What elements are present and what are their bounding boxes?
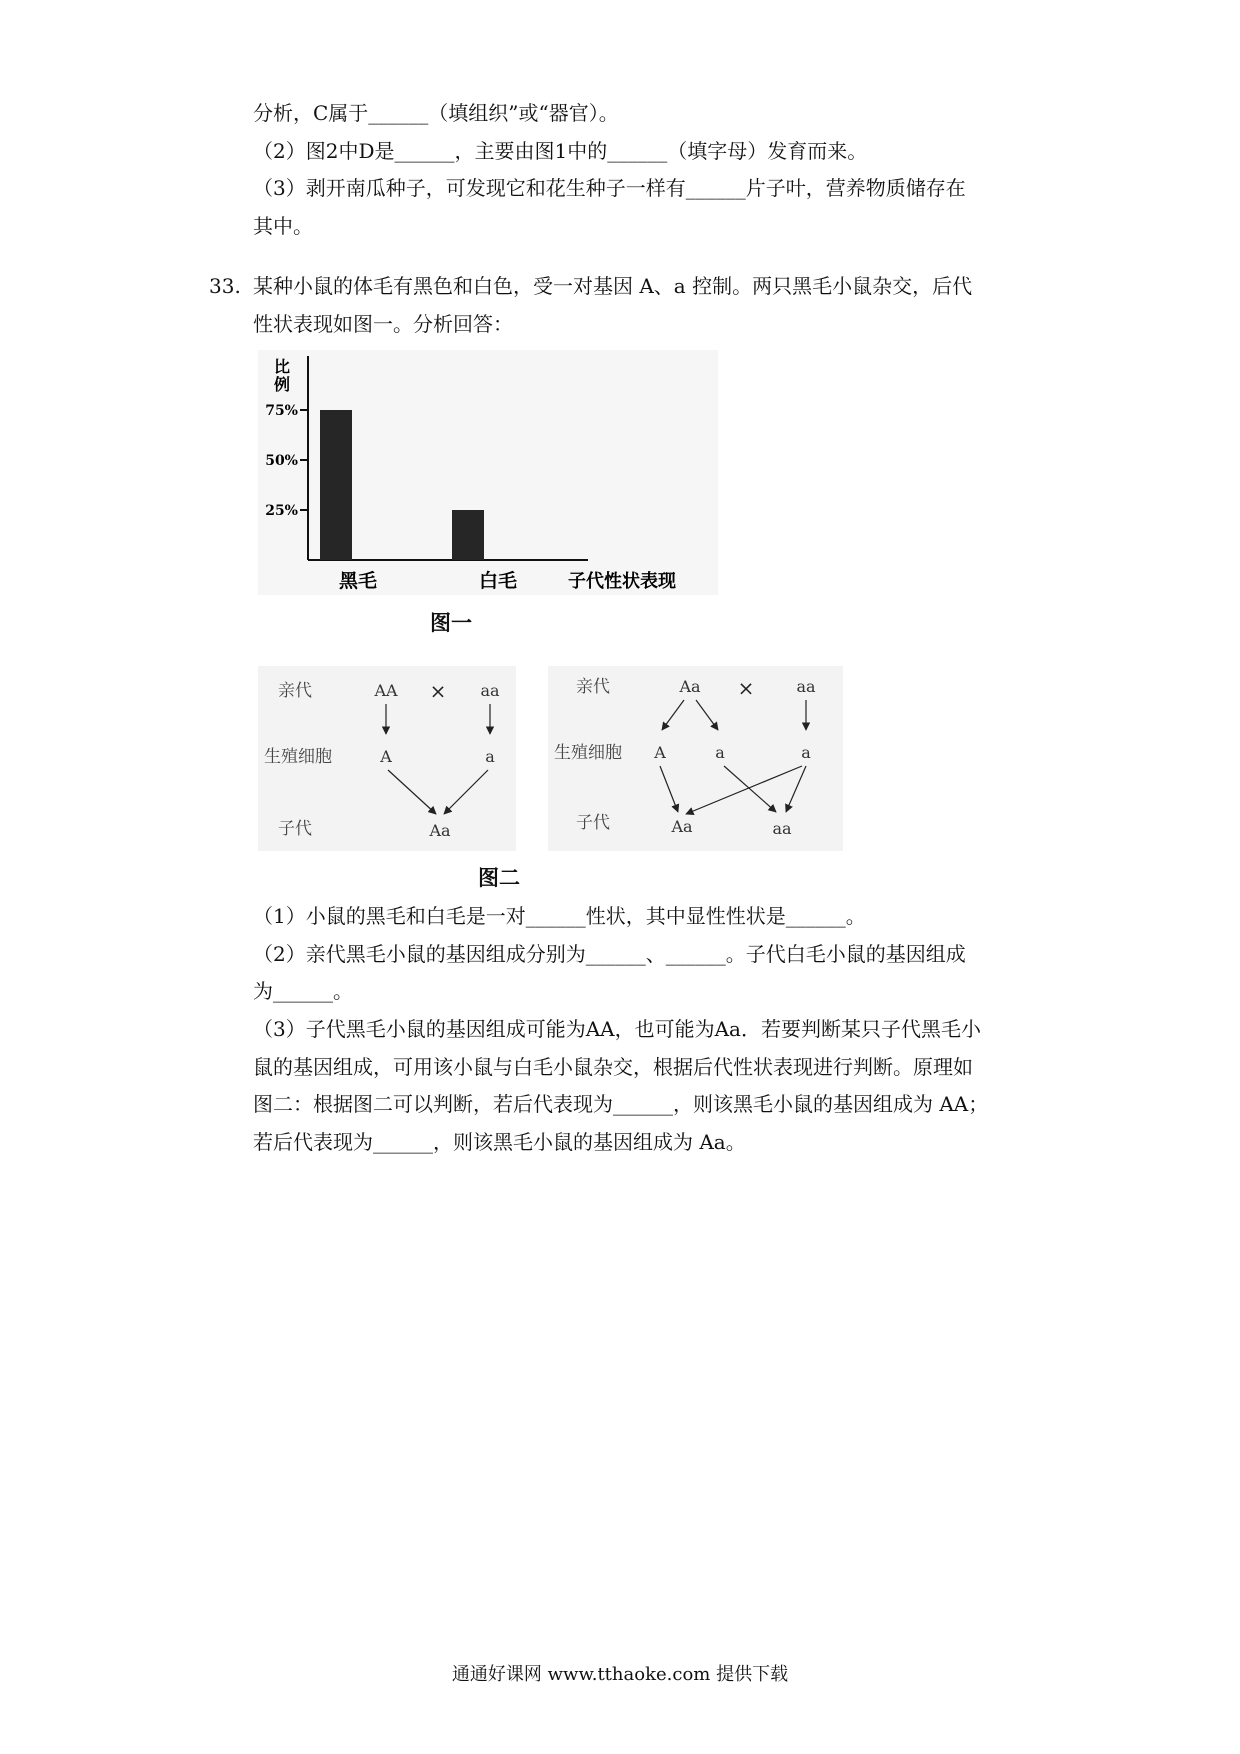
right-gamete-3: a [801, 743, 811, 762]
right-cross-symbol: × [737, 676, 755, 700]
q32-line-2: （2）图2中D是______，主要由图1中的______（填字母）发育而来。 [253, 139, 868, 163]
q33-sub-3c: 图二：根据图二可以判断，若后代表现为______，则该黑毛小鼠的基因组成为 AA； [253, 1092, 989, 1116]
y-tick-label: 75% [265, 403, 298, 419]
right-offspring-2: aa [772, 819, 792, 838]
q33-stem-line-2: 性状表现如图一。分析回答： [253, 312, 513, 336]
right-parent-1: Aa [679, 677, 701, 696]
left-gamete-2: a [485, 747, 495, 766]
q33-sub-1: （1）小鼠的黑毛和白毛是一对______性状，其中显性性状是______。 [253, 904, 866, 928]
right-row-offspring: 子代 [576, 813, 610, 833]
bar-chart [258, 350, 718, 595]
x-category-white-fur: 白毛 [478, 570, 518, 592]
q33-sub-2b: 为______。 [253, 979, 353, 1003]
cross-diagrams [258, 666, 843, 851]
figure-1 [258, 350, 718, 599]
right-row-gamete: 生殖细胞 [554, 743, 622, 763]
figure-2-caption: 图二 [478, 866, 520, 890]
right-offspring-1: Aa [671, 817, 693, 836]
y-tick-label: 25% [265, 503, 298, 519]
left-row-offspring: 子代 [278, 819, 312, 839]
right-gamete-2: a [715, 743, 725, 762]
y-label-top: 比 [274, 357, 291, 376]
q33-stem-line-1: 某种小鼠的体毛有黑色和白色，受一对基因 A、a 控制。两只黑毛小鼠杂交，后代 [253, 274, 973, 298]
q33-sub-3d: 若后代表现为______，则该黑毛小鼠的基因组成为 Aa。 [253, 1130, 746, 1154]
q32-line-4: 其中。 [253, 214, 313, 238]
q32-line-3: （3）剥开南瓜种子，可发现它和花生种子一样有______片子叶，营养物质储存在 [253, 176, 966, 200]
left-offspring: Aa [429, 821, 451, 840]
right-row-parent: 亲代 [576, 677, 610, 697]
right-gamete-1: A [654, 743, 666, 762]
left-parent-1: AA [374, 681, 398, 700]
y-label-bottom: 例 [274, 375, 291, 394]
bar-black-fur [320, 410, 352, 560]
q33-number: 33. [209, 274, 241, 298]
x-axis-label: 子代性状表现 [568, 571, 676, 592]
bar-white-fur [452, 510, 484, 560]
left-parent-2: aa [480, 681, 500, 700]
q33-sub-2a: （2）亲代黑毛小鼠的基因组成分别为______、______。子代白毛小鼠的基因组成 [253, 942, 966, 966]
q33-sub-3b: 鼠的基因组成，可用该小鼠与白毛小鼠杂交，根据后代性状表现进行判断。原理如 [253, 1055, 973, 1079]
page-footer: 通通好课网 www.tthaoke.com 提供下载 [451, 1664, 789, 1685]
left-row-gamete: 生殖细胞 [264, 747, 332, 767]
figure-2 [258, 666, 843, 855]
left-row-parent: 亲代 [278, 681, 312, 701]
y-tick-label: 50% [265, 453, 298, 469]
figure-1-caption: 图一 [430, 611, 472, 635]
left-gamete-1: A [380, 747, 392, 766]
q33-sub-3a: （3）子代黑毛小鼠的基因组成可能为AA，也可能为Aa．若要判断某只子代黑毛小 [253, 1017, 981, 1041]
right-parent-2: aa [796, 677, 816, 696]
left-cross-symbol: × [429, 679, 447, 703]
q32-line-1: 分析，C属于______（填组织”或“器官）。 [253, 101, 619, 125]
x-category-black-fur: 黑毛 [338, 570, 378, 592]
